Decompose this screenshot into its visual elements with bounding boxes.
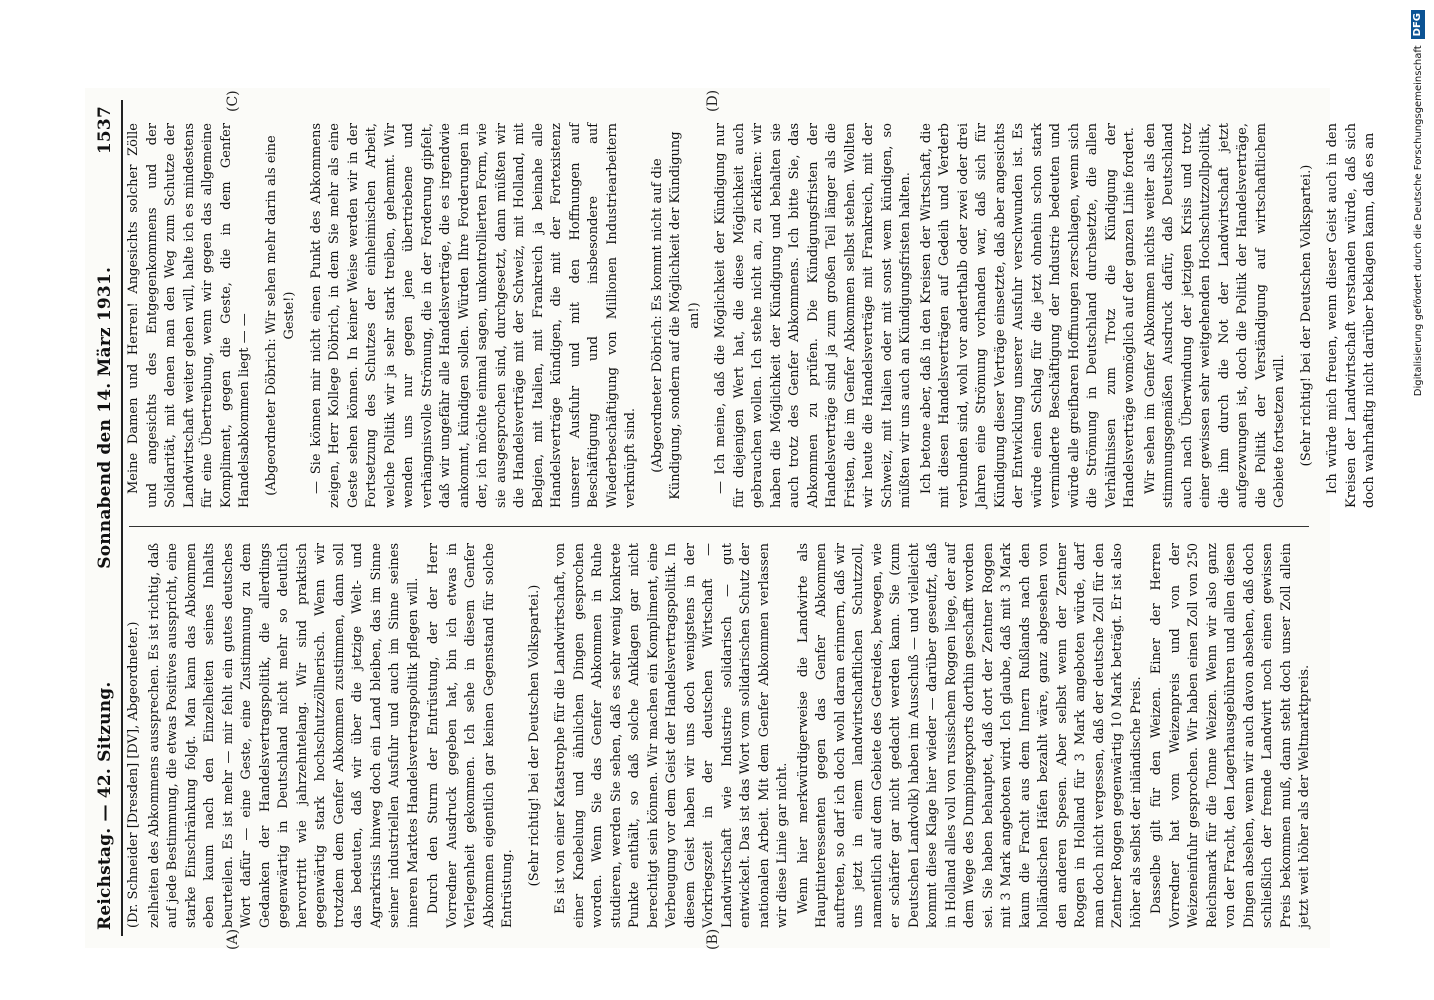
- margin-mark-b: (B): [705, 928, 721, 950]
- dfg-logo: DFG: [1411, 10, 1425, 39]
- paragraph: Ich betone aber, daß in den Kreisen der Wirtschaft, die mit diesen Handelsverträgen auf Gedeih und Verderb verbunden sind, wohl vor anderthalb oder zwei oder drei Jahren eine Strömung vorhanden war, daß sich für Kündigung dieser Verträge einsetzte, daß aber angesichts der Entwicklung unserer Ausfuhr verschwunden ist. Es würde einen Schlag für die jetzt ohnehin schon stark verminderte Beschäftigung der Industrie bedeuten und würde alle greifbaren Hoffnungen zerschlagen, wenn sich die Strömung in Deutschland durchsetzte, die allen Verhältnissen zum Trotz die Kündigung der Handelsverträge womöglich auf der ganzen Linie fordert.: [918, 123, 1137, 508]
- right-column: [125, 123, 1377, 508]
- column-divider: [129, 526, 1309, 527]
- paragraph: Dasselbe gilt für den Weizen. Einer der Herren Vorredner hat vom Weizenpreis und von der Weizeneinfuhr gesprochen. Wir haben einen Zoll von 250 Reichsmark für die Tonne Weizen. Wenn wir also ganz von der Fracht, den Lagerhausgebühren und allen diesen Dingen absehen, wenn wir auch davon absehen, daß doch schließlich der fremde Landwirt noch einen gewissen Preis bekommen muß, dann steht doch unser Zoll allein jetzt weit höher als der Weltmarktpreis.: [1149, 543, 1312, 928]
- speaker-line: (Dr. Schneider [Dresden] [DV], Abgeordneter.): [126, 621, 141, 928]
- paragraph: — Ich meine, daß die Möglichkeit der Kündigung nur für diejenigen Wert hat, die diese Möglichkeit auch gebrauchen wollen. Ich stehe nicht an, zu erklären: wir haben die Möglichkeit der Kündigung und behalten sie auch trotz des Genfer Abkommens. Ich bitte Sie, das Abkommen zu prüfen. Die Kündigungsfristen der Handelsverträge sind ja zum großen Teil länger als die Fristen, die im Genfer Abkommen selbst stehen. Wollten wir heute die Handelsverträge mit Frankreich, mit der Schweiz, mit Italien oder mit sonst wem kündigen, so müßten wir uns auch an Kündigungsfristen halten.: [713, 123, 913, 508]
- funding-note-text-wrap: [1408, 10, 1428, 990]
- page-header: [93, 106, 117, 930]
- paragraph: Wir sehen im Genfer Abkommen nichts weiter als den stimmungsgemäßen Ausdruck dafür, daß Deutschland auch nach Überwindung der jetzigen Krisis und trotz einer gewissen sehr weitgehenden Hochschutzzollpolitik, die ihm durch die Not der Landwirtschaft jetzt aufgezwungen ist, doch die Politik der Handelsverträge, die Politik der Verständigung auf wirtschaftlichem Gebiete fortsetzen will.: [1142, 123, 1287, 508]
- margin-mark-a: (A): [225, 928, 241, 950]
- rotated-page-content: [85, 88, 1377, 950]
- interjection: (Sehr richtig! bei der Deutschen Volkspartei.): [526, 584, 542, 887]
- header-left: Reichstag. — 42. Sitzung.: [95, 681, 115, 930]
- paragraph: Durch den Sturm der Entrüstung, der der Herr Vorredner Ausdruck gegeben hat, bin ich etwas in Verlegenheit gekommen. Ich sehe in diesem Genfer Abkommen eigentlich gar keinen Gegenstand für solche Entrüstung.: [426, 543, 515, 928]
- left-column: [125, 543, 1315, 928]
- paragraph: Es ist von einer Katastrophe für die Landwirtschaft, von einer Knebelung und ähnlichen Dingen gesprochen worden. Wenn Sie das Genfer Abkommen in Ruhe studieren, werden Sie sehen, daß es sehr wenig konkrete Punkte enthält, so daß solche Anklagen gar nicht berechtigt sein können. Wir machen ein Kompliment, eine Verbeugung vor dem Geist der Handelsvertragspolitik. In diesem Geist haben wir uns doch wenigstens in der Vorkriegszeit in der deutschen Wirtschaft — Landwirtschaft wie Industrie solidarisch — gut entwickelt. Das ist das Wort vom solidarischen Schutz der nationalen Arbeit. Mit dem Genfer Abkommen verlassen wir diese Linie gar nicht.: [553, 543, 790, 928]
- funding-note: [1408, 10, 1428, 990]
- interjection: (Abgeordneter Döbrich: Wir sehen mehr darin als eine Geste!): [263, 135, 297, 496]
- margin-mark-c: (C): [225, 90, 241, 112]
- page-number: 1537: [95, 106, 115, 155]
- paragraph: Wenn hier merkwürdigerweise die Landwirte als Hauptinteressenten gegen das Genfer Abkommen auftreten, so darf ich doch wohl daran erinnern, daß wir uns jetzt in einem landwirtschaftlichen Schutzzoll, namentlich auf dem Gebiete des Getreides, bewegen, wie er schärfer gar nicht gedacht werden kann. Sie (zum Deutschen Landvolk) haben im Ausschuß — und vielleicht kommt diese Klage hier wieder — darüber geseufzt, daß in Holland alles voll von russischem Roggen liege, der auf dem Wege des Dumpingexports dorthin geschafft worden sei. Sie haben behauptet, daß dort der Zentner Roggen mit 3 Mark angeboten wird. Ich glaube, daß mit 3 Mark kaum die Fracht aus dem Innern Rußlands nach den holländischen Häfen bezahlt wäre, ganz abgesehen von den anderen Spesen. Aber selbst wenn der Zentner Roggen in Holland für 3 Mark angeboten würde, darf man doch nicht vergessen, daß der deutsche Zoll für den Zentner Roggen gegenwärtig 10 Mark beträgt. Er ist also höher als selbst der inländische Preis.: [795, 543, 1144, 928]
- margin-mark-d: (D): [705, 89, 721, 112]
- paragraph: Ich würde mich freuen, wenn dieser Geist auch in den Kreisen der Landwirtschaft verstanden würde, daß sich doch wahrhaftig nicht darüber beklagen kann, daß es an: [1325, 123, 1377, 508]
- header-rule: [121, 100, 123, 936]
- funding-note-text: Digitalisierung gefördert durch die Deutsche Forschungsgemeinschaft: [1412, 45, 1424, 397]
- paragraph: zelheiten des Abkommens aussprechen. Es ist richtig, daß auf jede Bestimmung, die etwas Positives ausspricht, eine starke Einschränkung folgt. Man kann das Abkommen eben kaum nach den Einzelheiten seines Inhalts beurteilen. Es ist mehr — mir fehlt ein gutes deutsches Wort dafür — eine Geste, eine Zustimmung zu dem Gedanken der Handelsvertragspolitik, die allerdings gegenwärtig in Deutschland nicht mehr so deutlich hervortritt wie jahrzehntelang. Wir sind praktisch gegenwärtig stark hochschutzzöllnerisch. Wenn wir trotzdem dem Genfer Abkommen zustimmen, dann soll das bedeuten, daß wir über die jetzige Welt- und Agrarkrisis hinweg doch ein Land bleiben, das im Sinne seiner industriellen Ausfuhr und auch im Sinne seines inneren Marktes Handelsvertragspolitik pflegen will.: [146, 542, 421, 928]
- scanned-page: [85, 88, 1377, 950]
- paragraph: — Sie können mir nicht einen Punkt des Abkommens zeigen, Herr Kollege Döbrich, in dem Sie mehr als eine Geste sehen können. In keiner Weise werden wir in der Fortsetzung des Schutzes der einheimischen Arbeit, welche Politik wir ja sehr stark treiben, gehemmt. Wir wenden uns nur gegen jene übertriebene und verhängnisvolle Strömung, die in der Forderung gipfelt, daß wir ungefähr alle Handelsverträge, die es irgendwie ankommt, kündigen sollen. Würden Ihre Forderungen in der, ich möchte einmal sagen, unkontrollierten Form, wie sie ausgesprochen sind, durchgesetzt, dann müßten wir die Handelsverträge mit der Schweiz, mit Holland, mit Belgien, mit Italien, mit Frankreich ja beinahe alle Handelsverträge kündigen, die mit der Fortexistenz unserer Ausfuhr und mit den Hoffnungen auf Beschäftigung und insbesondere auf Wiederbeschäftigung von Millionen Industriearbeitern verknüpft sind.: [308, 123, 638, 508]
- interjection: (Sehr richtig! bei der Deutschen Volkspartei.): [1298, 164, 1314, 467]
- paragraph: Meine Damen und Herren! Angesichts solcher Zölle und angesichts des Entgegenkommens und der Solidarität, mit denen man den Weg zum Schutze der Landwirtschaft weiter gehen will, halte ich es mindestens für eine Übertreibung, wenn wir gegen das allgemeine Kompliment, gegen die Geste, die in dem Genfer Handelsabkommen liegt — —: [126, 123, 252, 508]
- header-date: Sonnabend den 14. März 1931.: [95, 266, 115, 569]
- interjection: (Abgeordneter Döbrich: Es kommt nicht auf die Kündigung, sondern auf die Möglichkeit der Kündigung an!): [649, 131, 702, 500]
